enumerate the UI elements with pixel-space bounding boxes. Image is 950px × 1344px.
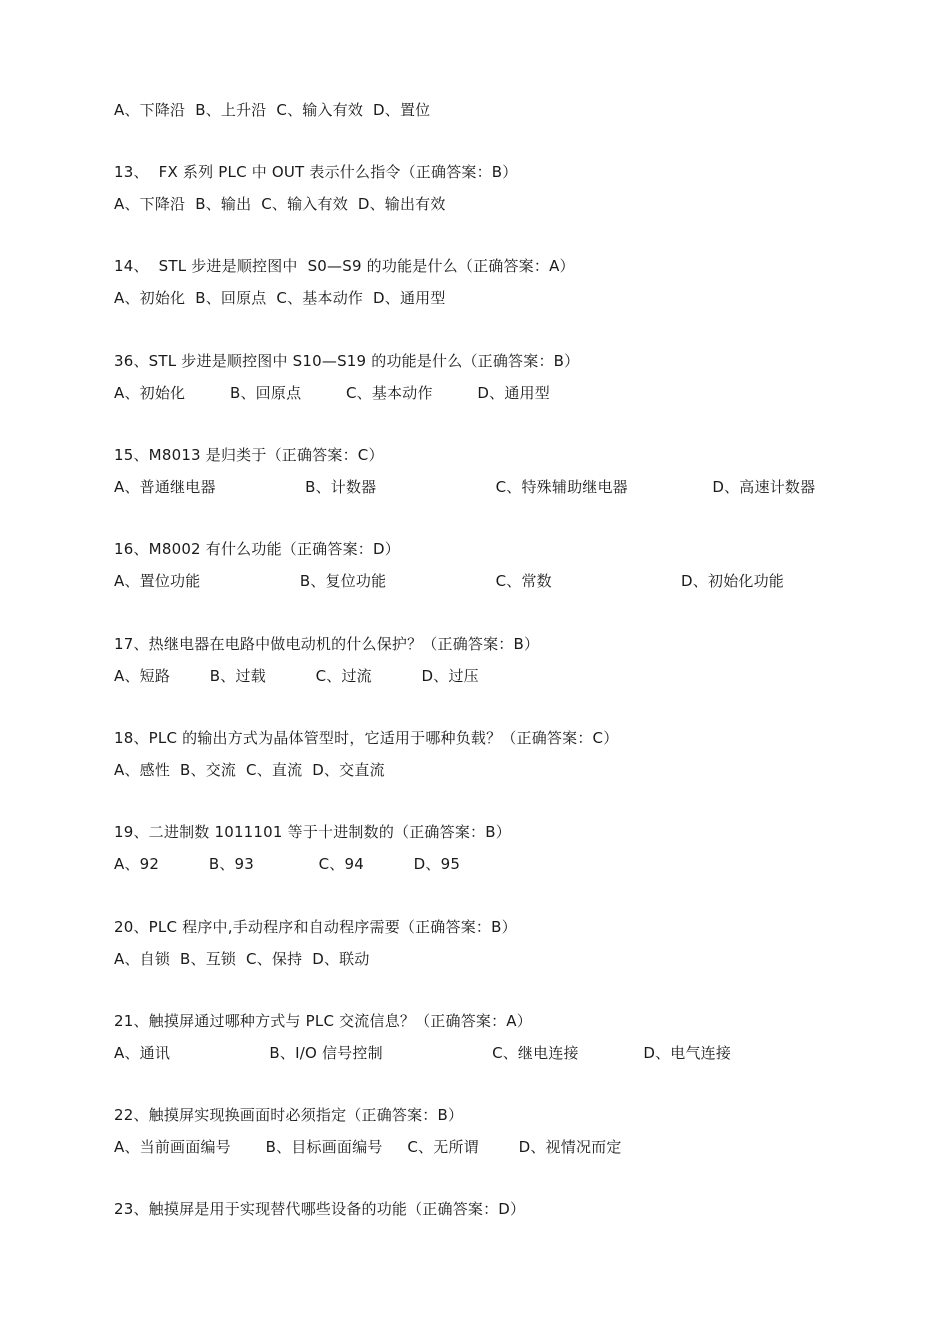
question-20: 20、PLC 程序中,手动程序和自动程序需要（正确答案：B） [114,918,517,936]
question-21: 21、触摸屏通过哪种方式与 PLC 交流信息？（正确答案：A） [114,1012,532,1030]
question-18: 18、PLC 的输出方式为晶体管型时，它适用于哪种负载？（正确答案：C） [114,729,619,747]
question-14: 14、 STL 步进是顺控图中 S0—S9 的功能是什么（正确答案：A） [114,257,575,275]
options-line-19: A、92 B、93 C、94 D、95 [114,855,461,873]
question-15: 15、M8013 是归类于（正确答案：C） [114,446,384,464]
question-16: 16、M8002 有什么功能（正确答案：D） [114,540,400,558]
options-line-36: A、初始化 B、回原点 C、基本动作 D、通用型 [114,384,550,402]
question-22: 22、触摸屏实现换画面时必须指定（正确答案：B） [114,1106,464,1124]
options-line-13: A、下降沿 B、输出 C、输入有效 D、输出有效 [114,195,446,213]
question-17: 17、热继电器在电路中做电动机的什么保护？（正确答案：B） [114,635,540,653]
options-line-16: A、置位功能 B、复位功能 C、常数 D、初始化功能 [114,572,785,590]
options-line-14: A、初始化 B、回原点 C、基本动作 D、通用型 [114,289,446,307]
options-line-20: A、自锁 B、互锁 C、保持 D、联动 [114,950,370,968]
options-line-22: A、当前画面编号 B、目标画面编号 C、无所谓 D、视情况而定 [114,1138,622,1156]
options-line-21: A、通讯 B、I/O 信号控制 C、继电连接 D、电气连接 [114,1044,732,1062]
options-line-15: A、普通继电器 B、计数器 C、特殊辅助继电器 D、高速计数器 [114,478,816,496]
options-line-17: A、短路 B、过载 C、过流 D、过压 [114,667,479,685]
options-line-18: A、感性 B、交流 C、直流 D、交直流 [114,761,385,779]
question-23: 23、触摸屏是用于实现替代哪些设备的功能（正确答案：D） [114,1200,526,1218]
question-36: 36、STL 步进是顺控图中 S10—S19 的功能是什么（正确答案：B） [114,352,580,370]
question-19: 19、二进制数 1011101 等于十进制数的（正确答案：B） [114,823,511,841]
question-13: 13、 FX 系列 PLC 中 OUT 表示什么指令（正确答案：B） [114,163,518,181]
options-line-12: A、下降沿 B、上升沿 C、输入有效 D、置位 [114,101,431,119]
